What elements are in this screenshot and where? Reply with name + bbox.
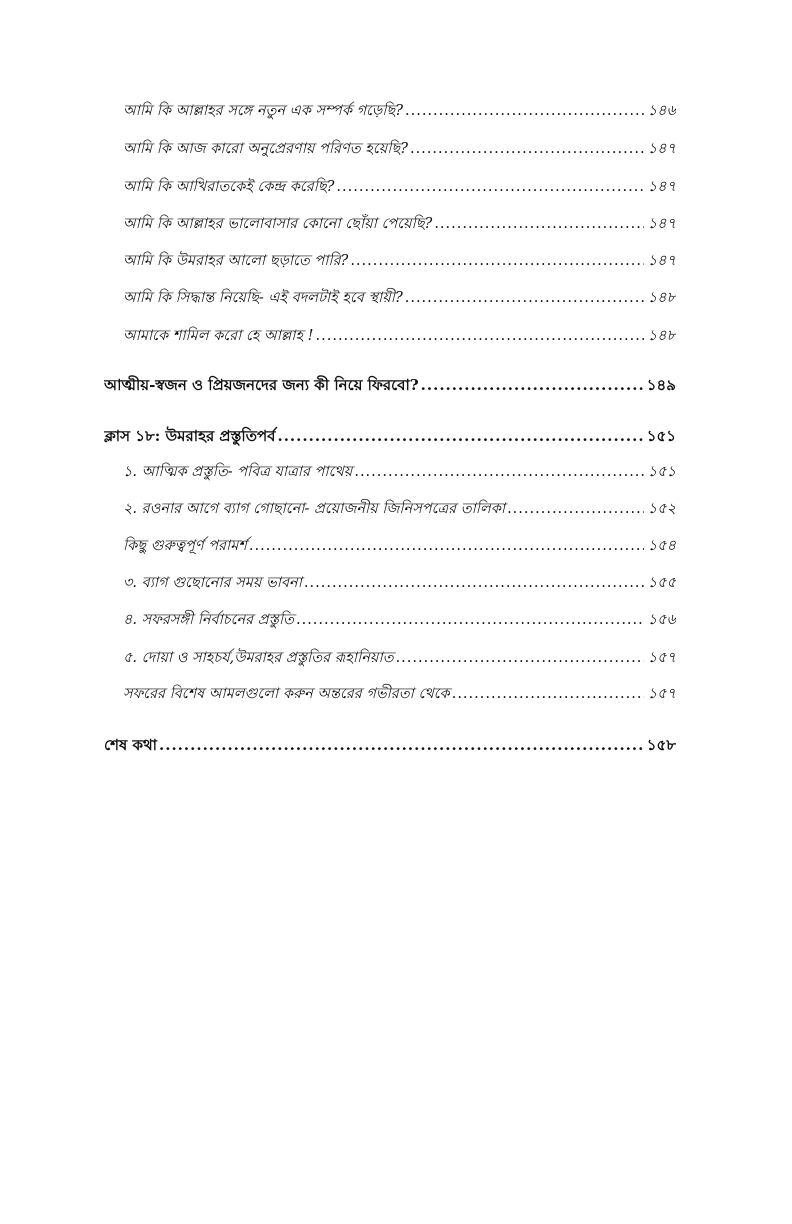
toc-entry-page: ১৪৭: [647, 141, 676, 157]
toc-entry-title: ৫. দোয়া ও সাহচর্য,উমরাহর প্রস্তুতির রূহানিয়াত: [123, 650, 394, 666]
toc-entry: [123, 460, 676, 484]
dot-leader: [350, 249, 643, 273]
toc-entry-title: আমাকে শামিল করো হে আল্লাহ !: [123, 328, 314, 344]
toc-entry-page: ১৫২: [647, 501, 676, 517]
toc-entry-page: ১৪৮: [647, 290, 676, 306]
toc-entry: [123, 571, 676, 595]
toc-entry: [123, 137, 676, 161]
dot-leader: [336, 175, 643, 199]
toc-entry-title: আমি কি আখিরাতকেই কেন্দ্র করেছি?: [123, 179, 335, 195]
dot-leader: [410, 137, 644, 161]
toc-entry-page: ১৫৬: [647, 612, 676, 628]
dot-leader: [296, 608, 644, 632]
dot-leader: [421, 373, 643, 397]
dot-leader: [507, 497, 644, 521]
toc-entry-title: আমি কি আজ কারো অনুপ্রেরণায় পরিণত হয়েছি?: [123, 141, 408, 157]
dot-leader: [405, 99, 644, 123]
toc-entry: [123, 682, 676, 706]
toc-entry: [123, 175, 676, 199]
toc-entry-page: ১৪৬: [647, 103, 676, 119]
toc-entry: [123, 497, 676, 521]
toc-entry-title: আমি কি সিদ্ধান্ত নিয়েছি- এই বদলটাই হবে স্থায়ী?: [123, 290, 403, 306]
toc-entry-page: ১৫৪: [647, 538, 676, 554]
dot-leader: [304, 571, 644, 595]
toc-entry-title: ৪. সফরসঙ্গী নির্বাচনের প্রস্তুতি: [123, 612, 294, 628]
toc-entry-page: ১৪৯: [646, 376, 676, 394]
toc-entry-page: ১৫৮: [646, 736, 676, 754]
toc-entry: [123, 99, 676, 123]
toc-entry: [123, 249, 676, 273]
dot-leader: [434, 212, 643, 236]
toc-entry: [123, 608, 676, 632]
toc-entry-title: ১. আত্মিক প্রস্তুতি- পবিত্র যাত্রার পাথেয়: [123, 464, 353, 480]
toc-entry-page: ১৪৭: [647, 216, 676, 232]
toc-entry-title: আত্মীয়-স্বজন ও প্রিয়জনদের জন্য কী নিয়ে ফিরবো?: [104, 376, 419, 394]
dot-leader: [249, 534, 644, 558]
toc-entry: [123, 324, 676, 348]
dot-leader: [354, 460, 643, 484]
dot-leader: [159, 733, 643, 757]
dot-leader: [277, 424, 642, 448]
toc-entry-page: ১৫৭: [647, 650, 676, 666]
toc-section-entry: [104, 424, 676, 448]
toc-entry-title: শেষ কথা: [104, 736, 158, 754]
toc-section-entry: [104, 733, 676, 757]
toc-entry-page: ১৫১: [647, 464, 676, 480]
dot-leader: [396, 646, 644, 670]
toc-entry-title: কিছু গুরুত্বপূর্ণ পরামর্শ: [123, 538, 247, 554]
toc-entry-page: ১৪৭: [647, 253, 676, 269]
toc-entry-title: ২. রওনার আগে ব্যাগ গোছানো- প্রয়োজনীয় জিনিসপত্রের তালিকা: [123, 501, 506, 517]
toc-entry: [123, 286, 676, 310]
toc-entry-title: ক্লাস ১৮: উমরাহর প্রস্তুতিপর্ব: [104, 427, 276, 445]
toc-entry-page: ১৫৫: [647, 575, 676, 591]
dot-leader: [452, 682, 644, 706]
toc-entry-page: ১৫৭: [647, 686, 676, 702]
dot-leader: [316, 324, 644, 348]
toc-entry: [123, 646, 676, 670]
toc-entry-title: আমি কি আল্লাহর ভালোবাসার কোনো ছোঁয়া পেয়েছি?: [123, 216, 433, 232]
toc-section-entry: [104, 373, 676, 397]
toc-entry-page: ১৪৮: [647, 328, 676, 344]
toc-entry: [123, 534, 676, 558]
toc-entry: [123, 212, 676, 236]
toc-entry-title: আমি কি আল্লাহর সঙ্গে নতুন এক সম্পর্ক গড়েছি?: [123, 103, 403, 119]
dot-leader: [405, 286, 644, 310]
toc-entry-title: ৩. ব্যাগ গুছোনোর সময় ভাবনা: [123, 575, 302, 591]
toc-entry-page: ১৪৭: [647, 179, 676, 195]
toc-entry-page: ১৫১: [646, 427, 676, 445]
toc-entry-title: সফরের বিশেষ আমলগুলো করুন অন্তরের গভীরতা থেকে: [123, 686, 450, 702]
toc-entry-title: আমি কি উমরাহর আলো ছড়াতে পারি?: [123, 253, 349, 269]
